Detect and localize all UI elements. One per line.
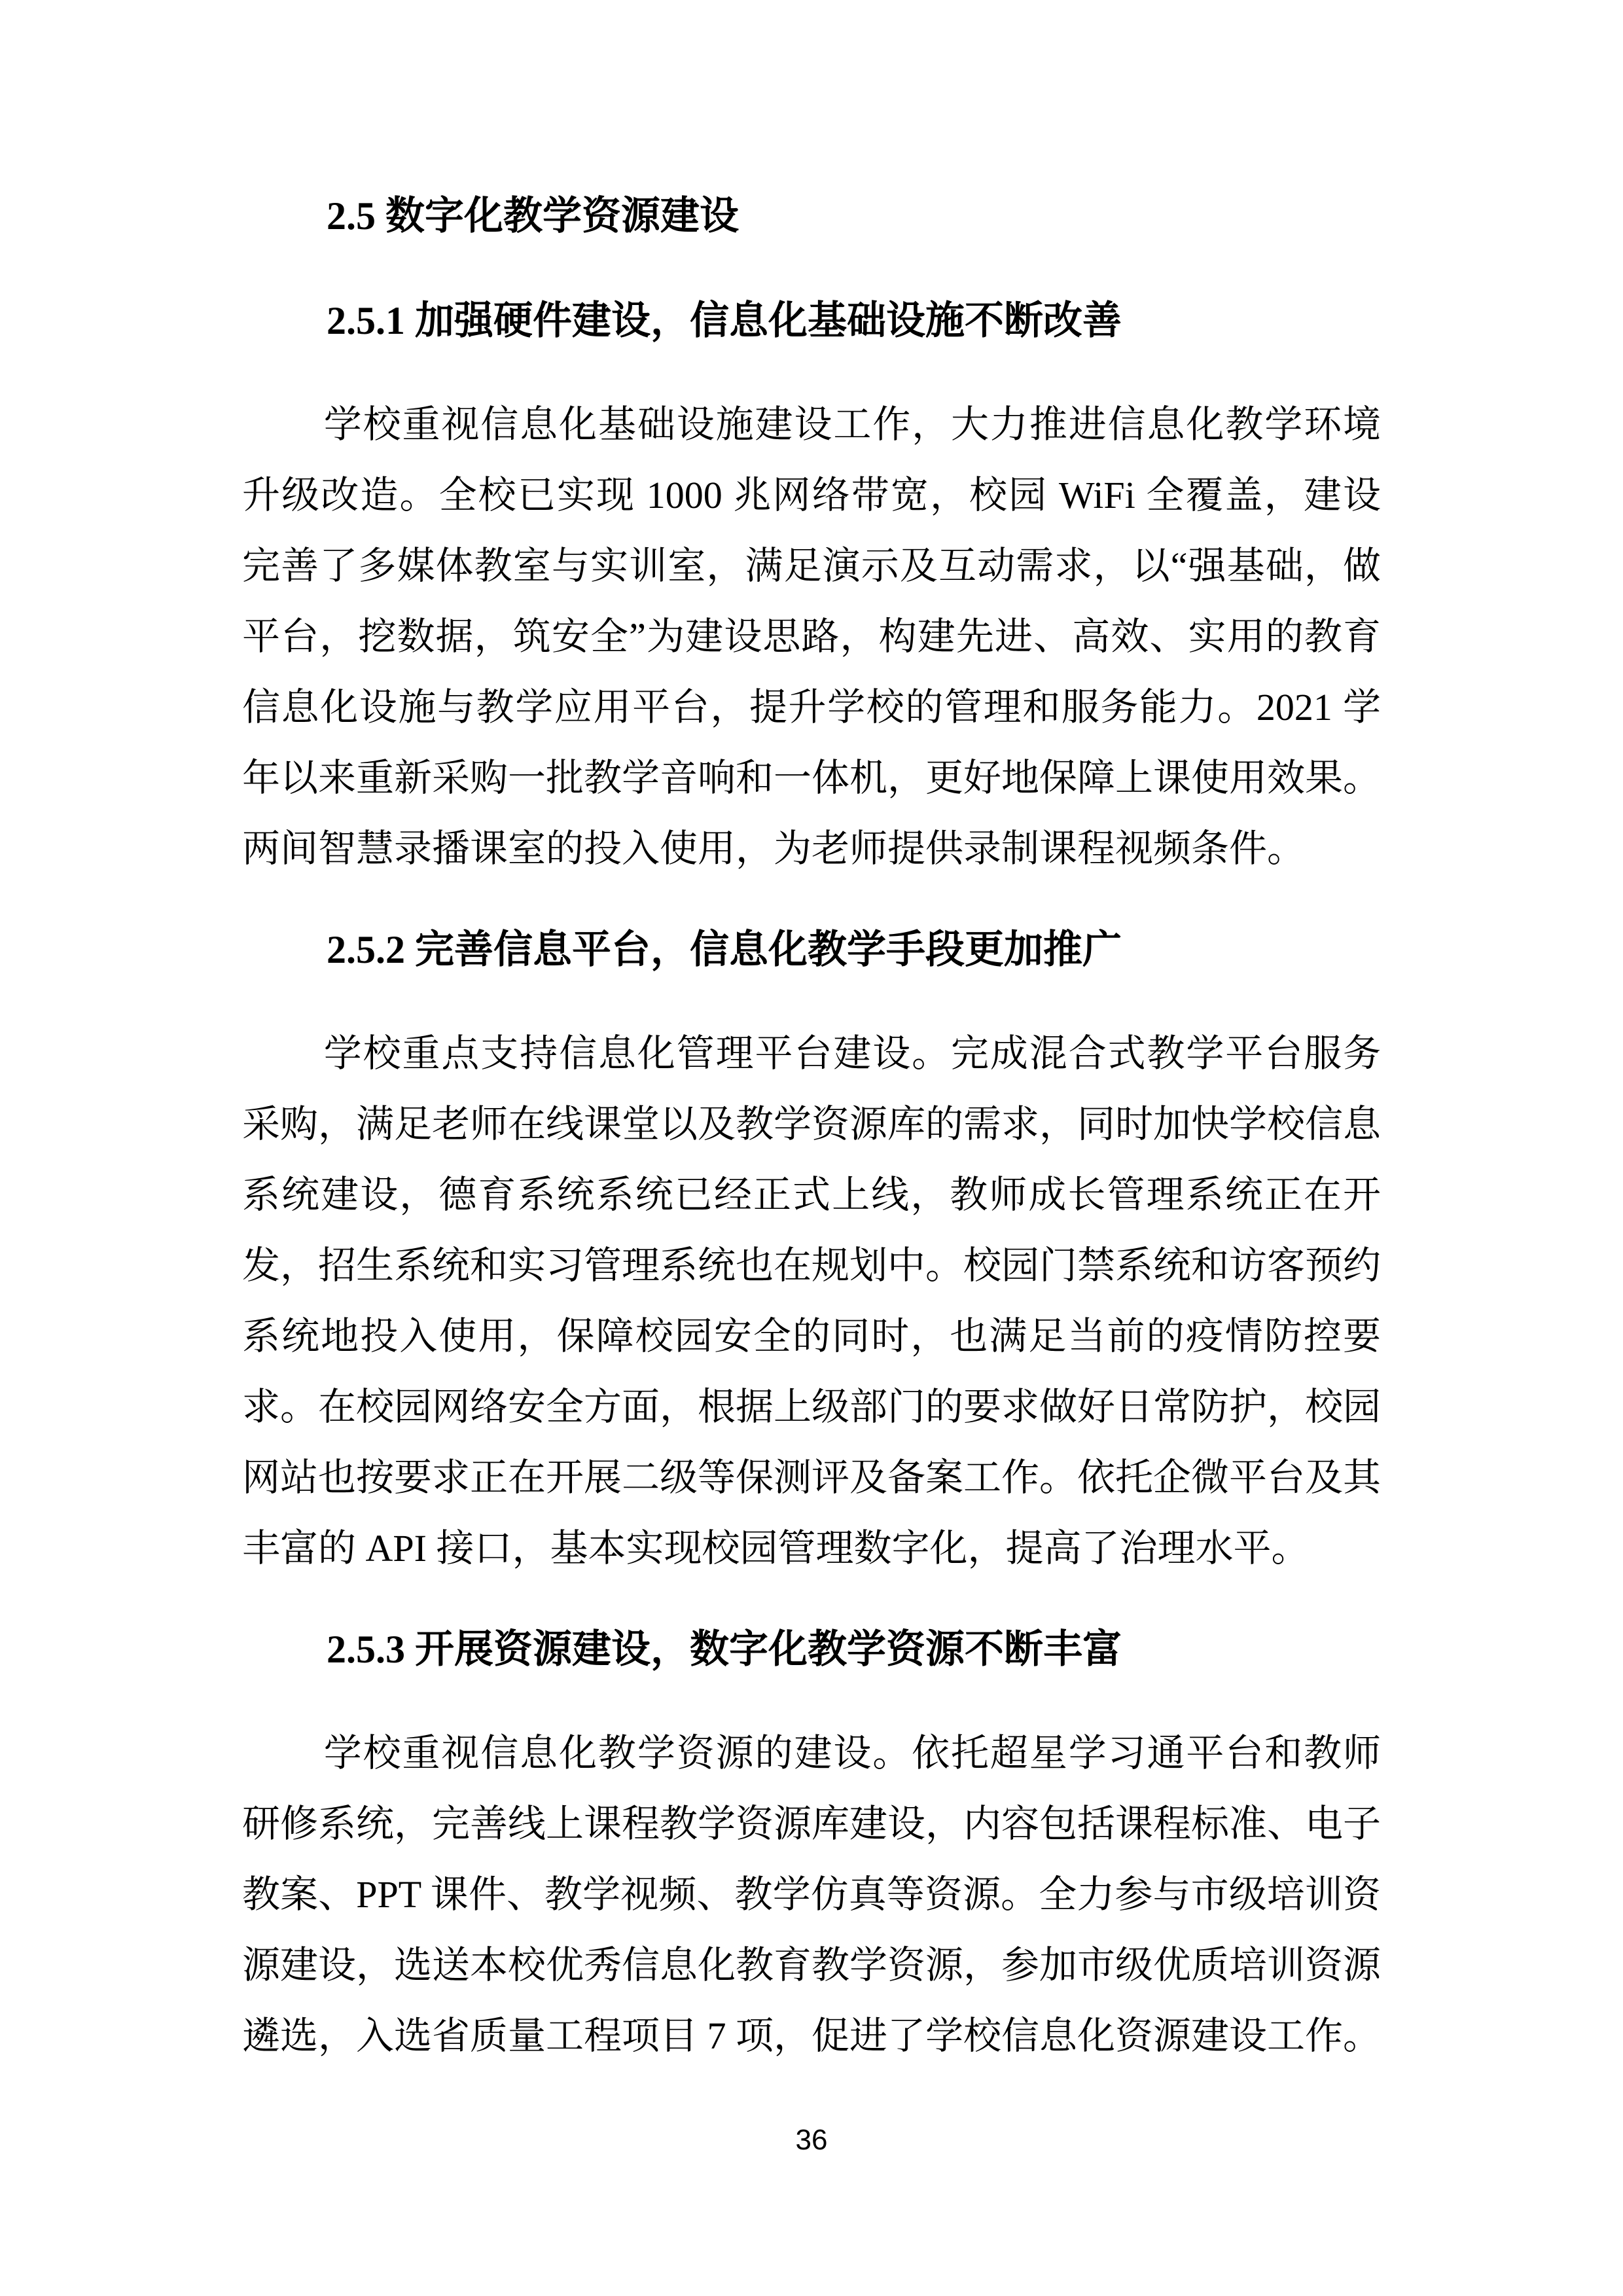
section-2-5-1-heading: 2.5.1 加强硬件建设，信息化基础设施不断改善 [327,299,1122,342]
chapter-heading: 2.5 数字化教学资源建设 [327,194,739,238]
section-2-5-2-paragraph: 学校重点支持信息化管理平台建设。完成混合式教学平台服务采购，满足老师在线课堂以及教学资源库的需求，同时加快学校信息系统建设，德育系统系统已经正式上线，教师成长管理系统正在开发，招生系统和实习管理系统也在规划中。校园门禁系统和访客预约系统地投入使用，保障校园安全的同时，也满足当前的疫情防控要求。在校园网络安全方面，根据上级部门的要求做好日常防护，校园网站也按要求正在开展二级等保测评及备案工作。依托企微平台及其丰富的 API 接口，基本实现校园管理数字化，提高了治理水平。 [242,1032,1382,1570]
section-2-5-2-heading: 2.5.2 完善信息平台，信息化教学手段更加推广 [327,928,1122,971]
section-2-5-3 [242,1620,1381,2072]
section-2-5-3-paragraph: 学校重视信息化教学资源的建设。依托超星学习通平台和教师研修系统，完善线上课程教学资源库建设，内容包括课程标准、电子教案、PPT 课件、教学视频、教学仿真等资源。全力参与市级培训资源建设，选送本校优秀信息化教育教学资源，参加市级优质培训资源遴选，入选省质量工程项目 7 项，促进了学校信息化资源建设工作。 [242,1732,1382,2057]
section-2-5-1 [242,291,1381,884]
section-2-5-3-heading: 2.5.3 开展资源建设，数字化教学资源不断丰富 [327,1628,1122,1671]
section-2-5-1-paragraph: 学校重视信息化基础设施建设工作，大力推进信息化教学环境升级改造。全校已实现 1000 兆网络带宽，校园 WiFi 全覆盖，建设完善了多媒体教室与实训室，满足演示及互动需求，以“强基础，做平台，挖数据，筑安全”为建设思路，构建先进、高效、实用的教育信息化设施与教学应用平台，提升学校的管理和服务能力。2021 学年以来重新采购一批教学音响和一体机，更好地保障上课使用效果。两间智慧录播课室的投入使用，为老师提供录制课程视频条件。 [242,403,1382,870]
section-2-5-2 [242,920,1381,1584]
page-footer [0,2124,1623,2157]
page-number: 36 [795,2124,828,2156]
